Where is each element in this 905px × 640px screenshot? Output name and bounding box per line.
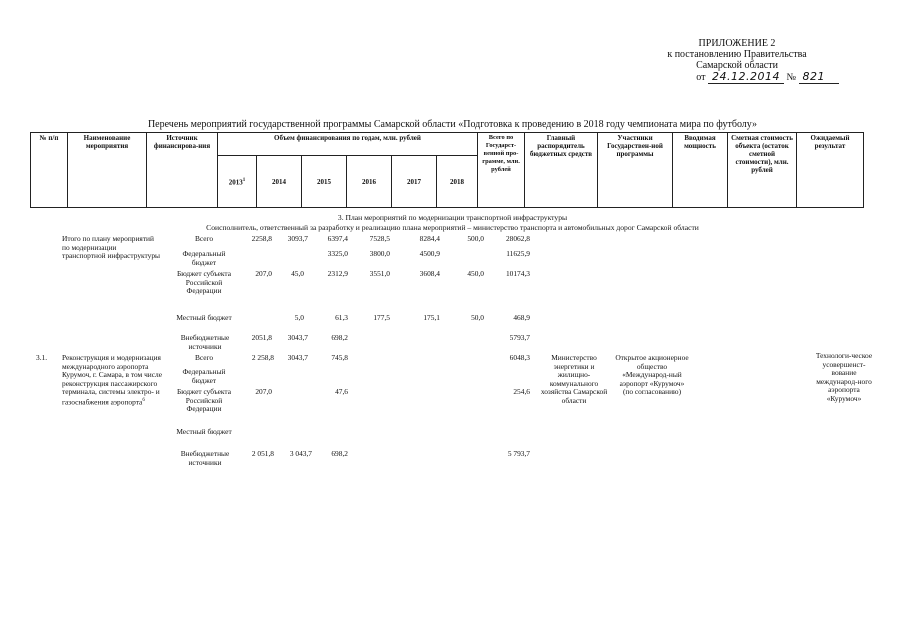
summary-total: 468,9 [513,313,530,322]
year-2016-header: 2016 [347,156,392,208]
item-source: Бюджет субъекта Российской Федерации [176,387,232,414]
summary-v2016: 3800,0 [369,249,390,258]
item-v2015: 47,6 [335,387,348,396]
summary-total: 28062,8 [505,234,530,243]
appendix-label: ПРИЛОЖЕНИЕ 2 [698,38,776,49]
decree-reference: к постановлению Правительства [667,49,807,60]
summary-v2015: 6397,4 [327,234,348,243]
col-total-header: Всего по Государст-венной про-грамме, млн. рублей [478,133,525,208]
date-prefix: от [696,72,706,83]
decree-number: 821 [799,70,840,84]
col-manager-header: Главный распорядитель бюджетных средств [525,133,598,208]
col-source-header: Источник финансирова-ния [147,133,218,208]
item-total: 254,6 [513,387,530,396]
summary-v2015: 61,3 [335,313,348,322]
item-v2013: 207,0 [255,387,272,396]
col-capacity-header: Вводимая мощность [673,133,728,208]
number-sign: № [786,72,796,83]
decree-date: 24.12.2014 [708,70,784,84]
summary-v2014: 5,0 [294,313,304,322]
summary-v2015: 2312,9 [327,269,348,278]
region-name: Самарской области [696,60,778,71]
year-2015-header: 2015 [302,156,347,208]
summary-source: Внебюджетные источники [180,333,230,351]
summary-v2013: 207,0 [255,269,272,278]
section-subtitle: Соисполнитель, ответственный за разработку и реализацию плана мероприятий – министерство транспорта и автомобильных дорог Самарской области [206,223,699,232]
summary-source: Всего [194,234,214,243]
summary-v2013: 2258,8 [251,234,272,243]
summary-v2018: 500,0 [467,234,484,243]
col-volume-header: Объем финансирования по годам, млн. рублей [218,133,478,156]
item-v2013: 2 258,8 [251,353,274,362]
summary-v2014: 3093,7 [287,234,308,243]
summary-source: Местный бюджет [176,313,232,322]
item-participants: Открытое акционерное общество «Международ-ный аэропорт «Курумоч» (по согласованию) [615,353,689,397]
summary-v2017: 4500,9 [419,249,440,258]
item-source: Внебюджетные источники [180,449,230,467]
col-participants-header: Участники Государствен-ной программы [598,133,673,208]
col-name-header: Наименование мероприятия [68,133,147,208]
year-2018-header: 2018 [437,156,478,208]
summary-v2017: 175,1 [423,313,440,322]
appendix-header [627,38,847,83]
item-result: Технологи-ческое усовершенст-вование междунарoд-ного аэропорта «Курумоч» [815,351,873,403]
summary-v2016: 3551,0 [369,269,390,278]
summary-total: 5793,7 [509,333,530,342]
summary-source: Бюджет субъекта Российской Федерации [176,269,232,296]
table-header [30,132,864,208]
summary-v2018: 450,0 [467,269,484,278]
summary-v2015: 3325,0 [327,249,348,258]
summary-v2016: 7528,5 [369,234,390,243]
col-cost-header: Сметная стоимость объекта (остаток сметной стоимости), млн. рублей [728,133,797,208]
summary-name: Итого по плану мероприятий по модернизации транспортной инфраструктуры [62,234,161,261]
col-number-header: № п/п [31,133,68,208]
summary-v2014: 3043,7 [287,333,308,342]
summary-v2016: 177,5 [373,313,390,322]
item-v2014: 3043,7 [287,353,308,362]
summary-total: 10174,3 [505,269,530,278]
year-2013-header: 2013$^1$ [218,156,257,208]
item-v2014: 3 043,7 [289,449,312,458]
item-total: 6048,3 [509,353,530,362]
item-manager: Министерство энергетики и жилищно-коммунального хозяйства Самарской области [540,353,608,405]
summary-v2018: 50,0 [471,313,484,322]
decree-date-line [627,71,847,83]
item-number: 3.1. [36,353,48,362]
item-v2015: 745,8 [331,353,348,362]
summary-v2015: 698,2 [331,333,348,342]
summary-v2014: 45,0 [291,269,304,278]
summary-total: 11625,9 [506,249,530,258]
year-2017-header: 2017 [392,156,437,208]
item-source: Всего [194,353,214,362]
summary-v2017: 3608,4 [419,269,440,278]
year-2014-header: 2014 [257,156,302,208]
item-v2013: 2 051,8 [251,449,274,458]
item-source: Федеральный бюджет [182,367,226,385]
item-name: Реконструкция и модернизация международного аэропорта Курумоч, г. Самара, в том числе реконструкция пассажирского терминала, системы электро- и газоснабжения аэропорта$^6$ [62,353,163,407]
section-title: 3. План мероприятий по модернизации транспортной инфраструктуры [337,213,568,222]
summary-v2013: 2051,8 [251,333,272,342]
item-total: 5 793,7 [507,449,530,458]
summary-source: Федеральный бюджет [182,249,226,267]
document-title: Перечень мероприятий государственной программы Самарской области «Подготовка к проведению в 2018 году чемпионата мира по футболу» [147,119,758,130]
item-v2015: 698,2 [331,449,348,458]
col-result-header: Ожидаемый результат [797,133,864,208]
summary-v2017: 8284,4 [419,234,440,243]
item-source: Местный бюджет [176,427,232,436]
